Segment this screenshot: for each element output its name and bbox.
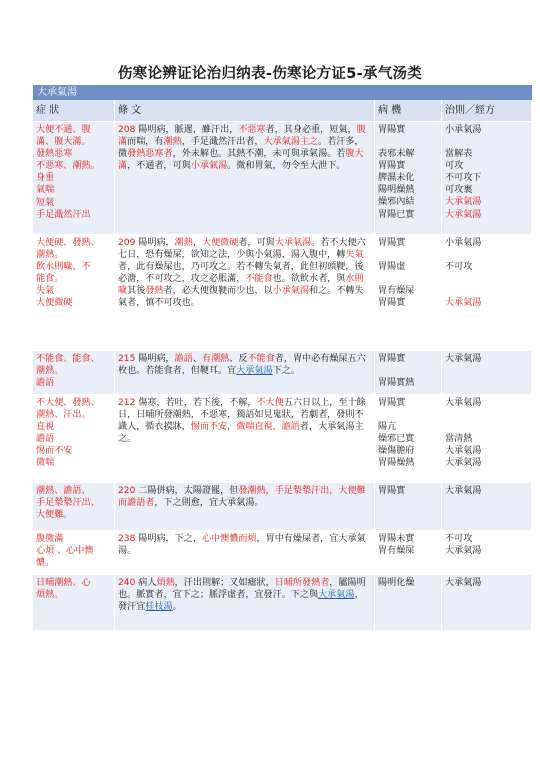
- formula-link[interactable]: 桂枝湯: [145, 602, 173, 613]
- pathogenesis-line: 胃有燥屎: [378, 286, 415, 297]
- symptom-line: 滿、腹大滿。: [36, 137, 91, 148]
- clause-segment: ，發汗宜: [118, 590, 364, 613]
- formula-link[interactable]: 大承氣湯: [236, 366, 273, 377]
- symptom-line: 身重: [36, 173, 55, 184]
- clause-segment: 小承氣湯: [272, 286, 310, 297]
- clause-text-cell: [115, 122, 375, 235]
- method-line: 小承氣湯: [445, 125, 482, 135]
- clause-segment: 。若汗多，微: [118, 137, 364, 160]
- clause-segment: ，: [192, 238, 202, 248]
- clause-segment: 大承氣湯: [274, 238, 312, 248]
- pathogenesis-line: 胃陽實: [378, 298, 406, 309]
- clause-segment: 者，大承氣湯主之。: [118, 422, 364, 445]
- clause-text-cell: [115, 575, 375, 631]
- method-line: 當清熱: [445, 434, 473, 445]
- clause-segment: ，汗出則解；又如瘧狀，: [174, 578, 275, 588]
- clause-segment: 而喘，有: [127, 137, 164, 148]
- page-title: 伤寒论辨证论治归纳表-伤寒论方证5-承气汤类: [117, 66, 423, 82]
- pathogenesis-line: 胃陽虛: [378, 262, 406, 273]
- clause-segment: 二陽併病，太陽證罷，但: [138, 486, 239, 496]
- symptom-cell: [33, 575, 115, 631]
- symptom-cell: [33, 531, 115, 575]
- clause-number: 240: [118, 578, 136, 588]
- clause-segment: 者，可與: [238, 238, 275, 248]
- symptom-line: 腹微滿: [36, 534, 64, 544]
- pathogenesis-line: 胃陽未實: [378, 534, 415, 544]
- clause-segment: ，屬陽明也。脈實者，宜下之；脈浮虛者，宜發汗。下之與: [118, 578, 366, 601]
- header-text: 條 文: [115, 100, 375, 122]
- symptom-line: 直視: [36, 422, 55, 433]
- clause-segment: 其後: [127, 286, 146, 297]
- clause-segment: 有潮熱: [201, 354, 230, 364]
- clause-segment: ，胃中有燥屎者，宜大承氣湯。: [118, 534, 366, 557]
- pathogenesis-line: 胃陽實熱: [378, 378, 415, 389]
- clause-segment: 潮熱: [174, 238, 193, 248]
- pathogenesis-line: 陽明燥熱: [378, 185, 415, 196]
- clause-segment: 發潮熱，手足漐漐汗出，大便難而譫語者: [118, 486, 366, 509]
- clause-segment: 。: [172, 602, 182, 613]
- clause-text-cell: [115, 395, 375, 483]
- symptom-line: 能食。: [36, 274, 64, 285]
- symptom-line: 短氣: [36, 197, 55, 208]
- clause-segment: 五六日以上，至十餘日，日晡所發潮熱，不惡寒，獨語如見鬼狀，若劇者，發則不識人，循衣摸牀，: [118, 398, 366, 433]
- pathogenesis-cell: [375, 483, 442, 531]
- pathogenesis-line: 胃陽實: [378, 486, 406, 496]
- symptom-line: 手足漐漐汗出、: [36, 498, 100, 509]
- clause-segment: ，外未解也。其熱不潮，未可與承氣湯。若: [172, 149, 346, 160]
- pathogenesis-line: 胃陽實: [378, 125, 406, 135]
- clause-segment: 和之。不轉失氣者，慎不可攻也。: [118, 286, 364, 309]
- pathogenesis-line: 燥傷膽府: [378, 446, 415, 457]
- method-cell: [442, 483, 532, 531]
- symptom-line: 惕而不安: [36, 446, 73, 457]
- clause-text-cell: [115, 351, 375, 395]
- method-line: 大承氣湯: [445, 354, 482, 364]
- pathogenesis-line: [378, 365, 438, 377]
- clause-segment: 大便微硬: [201, 238, 239, 248]
- pathogenesis-line: 胃陽實: [378, 161, 406, 172]
- clause-text-cell: [115, 483, 375, 531]
- symptom-line: 微喘: [36, 458, 55, 469]
- method-line: 大承氣湯: [445, 446, 482, 457]
- pathogenesis-cell: [375, 531, 442, 575]
- clause-segment: 者，其身必重，短氣，: [265, 125, 357, 135]
- clause-segment: 下之。: [272, 366, 300, 377]
- clause-segment: 腹大滿: [118, 149, 364, 172]
- prescription-table: [33, 85, 532, 631]
- clause-segment: 陽明病，: [138, 354, 175, 364]
- pathogenesis-line: 燥邪已實: [378, 434, 415, 445]
- symptom-line: 大便硬、發熱、: [36, 238, 100, 248]
- pathogenesis-line: [378, 136, 438, 148]
- clause-segment: 心中懊憹而煩: [201, 534, 257, 544]
- clause-segment: 煩熱: [156, 578, 175, 588]
- symptom-line: 大便難。: [36, 510, 73, 521]
- pathogenesis-cell: [375, 351, 442, 395]
- method-line: 當解表: [445, 149, 473, 160]
- method-line: 大承氣湯: [445, 197, 482, 208]
- clause-segment: 者，必大便復鞕而少也，以: [163, 286, 273, 297]
- method-line: 大承氣湯: [445, 486, 482, 496]
- clause-segment: 日晡所發熱者: [274, 578, 330, 588]
- clause-segment: 傷寒，若吐，若下後，不解，: [138, 398, 257, 408]
- clause-number: 238: [118, 534, 136, 544]
- clause-segment: 水則噦: [118, 274, 364, 297]
- symptom-line: 潮熱。: [36, 366, 64, 377]
- method-line: [445, 249, 528, 261]
- symptom-cell: [33, 395, 115, 483]
- header-symptom: 症 狀: [33, 100, 115, 122]
- symptom-line: 潮熱、譫語、: [36, 486, 91, 496]
- table-row: [33, 351, 532, 395]
- pathogenesis-line: 脾濕未化: [378, 173, 415, 184]
- pathogenesis-line: 燥邪內結: [378, 197, 415, 208]
- section-header: 大承氣湯: [33, 85, 532, 100]
- method-line: 大承氣湯: [445, 209, 482, 220]
- table-row: [33, 531, 532, 575]
- clause-number: 212: [118, 398, 136, 408]
- method-cell: [442, 235, 532, 351]
- symptom-line: 大便不通、腹: [36, 125, 91, 135]
- clause-segment: 陽明病，脈遲，雖汗出，: [138, 125, 239, 135]
- pathogenesis-cell: [375, 122, 442, 235]
- symptom-line: 不能食、能食、: [36, 354, 100, 364]
- symptom-line: 失氣: [36, 286, 55, 297]
- table-row: [33, 575, 532, 631]
- method-line: 大承氣湯: [445, 298, 482, 309]
- table-row: [33, 483, 532, 531]
- method-line: [445, 136, 528, 148]
- pathogenesis-cell: [375, 395, 442, 483]
- method-line: 小承氣湯: [445, 238, 482, 248]
- clause-segment: 不惡寒: [238, 125, 266, 135]
- clause-segment: 不大便: [256, 398, 284, 408]
- clause-segment: 、: [192, 354, 202, 364]
- pathogenesis-cell: [375, 235, 442, 351]
- symptom-line: 不惡寒、潮熱。: [36, 161, 100, 172]
- method-cell: [442, 122, 532, 235]
- clause-segment: ，不通者，可與: [127, 161, 191, 172]
- symptom-cell: [33, 122, 115, 235]
- table-body: [33, 122, 532, 631]
- pathogenesis-line: 陽亢: [378, 422, 397, 433]
- symptom-line: 煩熱。: [36, 590, 64, 601]
- method-line: 不可攻: [445, 262, 473, 273]
- symptom-line: 日晡潮熱、心: [36, 578, 91, 588]
- symptom-line: 大便微硬: [36, 298, 73, 309]
- method-cell: [442, 395, 532, 483]
- method-line: 可攻裏: [445, 185, 473, 196]
- clause-segment: 潮熱: [163, 137, 182, 148]
- method-line: 大承氣湯: [445, 546, 482, 557]
- clause-segment: 腹滿: [118, 125, 366, 148]
- symptom-line: 不大便、發熱、: [36, 398, 100, 408]
- clause-number: 215: [118, 354, 136, 364]
- pathogenesis-line: [378, 249, 438, 261]
- method-line: 不可攻: [445, 534, 473, 544]
- method-line: 大承氣湯: [445, 398, 482, 408]
- symptom-line: 譫語: [36, 378, 55, 389]
- clause-number: 220: [118, 486, 136, 496]
- clause-segment: 失氣: [345, 250, 364, 261]
- clause-segment: 發熱: [145, 286, 164, 297]
- symptom-line: 氣喘: [36, 185, 55, 196]
- clause-segment: 惕而不安，微喘直視，譫語: [190, 422, 300, 433]
- clause-segment: 病人: [138, 578, 157, 588]
- method-line: 大承氣湯: [445, 458, 482, 469]
- symptom-line: 飲水則噦、不: [36, 262, 91, 273]
- clause-text-cell: [115, 531, 375, 575]
- symptom-line: 憹。: [36, 558, 55, 569]
- clause-segment: 者，胃中必有燥屎五六枚也。若能食者，但鞕耳。宜: [118, 354, 366, 377]
- clause-segment: 者，此有燥屎也，乃可攻之。若不轉失氣者，此但初頭鞕，後必溏，不可攻之，攻之必脹滿，: [118, 262, 364, 285]
- clause-segment: 也。欲飲水者，與: [272, 274, 346, 285]
- method-line: 大承氣湯: [445, 578, 482, 588]
- pathogenesis-line: 表邪未解: [378, 149, 415, 160]
- pathogenesis-line: 胃陽燥熱: [378, 458, 415, 469]
- table-row: [33, 395, 532, 483]
- symptom-line: 心煩 、心中懊: [36, 546, 94, 557]
- clause-segment: 小承氣湯: [190, 161, 228, 172]
- pathogenesis-line: [378, 273, 438, 285]
- pathogenesis-line: 胃陽實: [378, 398, 406, 408]
- method-line: [445, 409, 528, 421]
- table-header-row: [33, 100, 532, 122]
- symptom-line: 手足濈然汗出: [36, 209, 91, 220]
- header-pathogenesis: 病 機: [375, 100, 442, 122]
- method-cell: [442, 531, 532, 575]
- clause-segment: ，下之則愈，宜大承氣湯。: [154, 498, 264, 509]
- method-cell: [442, 575, 532, 631]
- table-row: [33, 235, 532, 351]
- header-method: 治則／經方: [442, 100, 532, 122]
- pathogenesis-line: 胃陽已實: [378, 209, 415, 220]
- symptom-line: 發熱惡寒: [36, 149, 73, 160]
- clause-segment: 不能食: [245, 274, 273, 285]
- clause-text-cell: [115, 235, 375, 351]
- method-line: [445, 421, 528, 433]
- clause-segment: 大承氣湯主之: [263, 137, 319, 148]
- symptom-line: 潮熱、汗出。: [36, 410, 91, 421]
- pathogenesis-line: 胃陽實: [378, 354, 406, 364]
- method-line: 不可攻下: [445, 173, 482, 184]
- method-line: [445, 285, 528, 297]
- clause-segment: 陽明病，下之，: [138, 534, 202, 544]
- pathogenesis-line: [378, 409, 438, 421]
- method-line: [445, 273, 528, 285]
- clause-segment: 譫語: [174, 354, 193, 364]
- symptom-line: 譫語: [36, 434, 55, 445]
- symptom-line: 潮熱。: [36, 250, 64, 261]
- pathogenesis-line: 胃有燥屎: [378, 546, 415, 557]
- clause-segment: ，手足濈然汗出者，: [181, 137, 264, 148]
- pathogenesis-line: 胃陽實: [378, 238, 406, 248]
- clause-segment: 陽明病，: [138, 238, 175, 248]
- clause-number: 208: [118, 125, 136, 135]
- pathogenesis-cell: [375, 575, 442, 631]
- symptom-cell: [33, 351, 115, 395]
- clause-segment: 發熱惡寒者: [127, 149, 173, 160]
- pathogenesis-line: 陽明化燥: [378, 578, 415, 588]
- method-cell: [442, 351, 532, 395]
- clause-segment: 。微和胃氣，勿令至大泄下。: [227, 161, 346, 172]
- clause-segment: 不能食: [247, 354, 275, 364]
- clause-number: 209: [118, 238, 136, 248]
- symptom-cell: [33, 235, 115, 351]
- formula-link[interactable]: 大承氣湯: [318, 590, 355, 601]
- clause-segment: 、反: [229, 354, 248, 364]
- table-row: [33, 122, 532, 235]
- method-line: 可攻: [445, 161, 464, 172]
- symptom-cell: [33, 483, 115, 531]
- clause-segment: 。若不大便六七日，恐有燥屎，欲知之法，少與小氣湯，湯入腹中，轉: [118, 238, 366, 261]
